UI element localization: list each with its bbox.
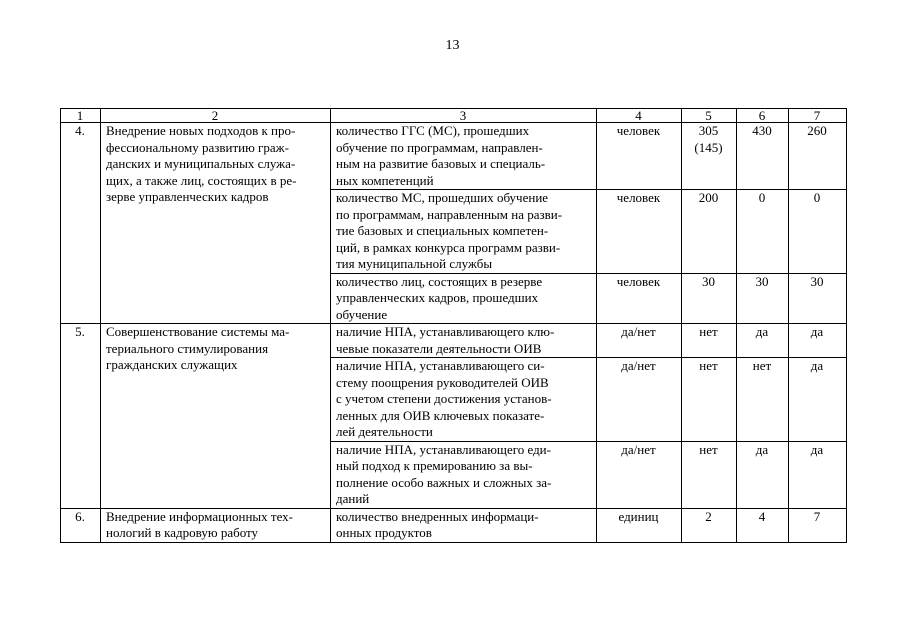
- indicator-cell: [331, 190, 597, 274]
- row-number: 5.: [61, 324, 101, 509]
- value-cell: 2: [682, 508, 737, 542]
- measure-cell: [101, 123, 331, 324]
- unit-cell: человек: [597, 273, 682, 324]
- indicators-table: [60, 108, 847, 543]
- indicator-cell: [331, 508, 597, 542]
- row-number: 6.: [61, 508, 101, 542]
- value-cell: [682, 123, 737, 190]
- indicator-text: количество лиц, состоящих в резерве управленческих кадров, прошедших обучение: [336, 273, 543, 322]
- unit-cell: человек: [597, 123, 682, 190]
- value-cell: нет: [682, 358, 737, 442]
- unit-cell: да/нет: [597, 358, 682, 442]
- value-cell: 0: [789, 190, 847, 274]
- value-cell: 200: [682, 190, 737, 274]
- table-header-row: [61, 109, 847, 123]
- value-cell: 4: [737, 508, 789, 542]
- value-cell: 7: [789, 508, 847, 542]
- measure-text: Внедрение информационных тех- нологий в кадровую работу: [106, 508, 294, 540]
- header-cell: 5: [682, 109, 737, 123]
- measure-text: Совершенствование системы ма- териального стимулирования гражданских служащих: [106, 324, 290, 372]
- value-cell: нет: [682, 324, 737, 358]
- indicator-cell: [331, 358, 597, 442]
- measure-text: Внедрение новых подходов к про- фессиональному развитию граж- данских и муниципальных служа- щих, а также лиц, состоящих в ре- зерве управленческих кадров: [106, 123, 297, 204]
- value-cell: 30: [737, 273, 789, 324]
- header-cell: 3: [331, 109, 597, 123]
- unit-cell: человек: [597, 190, 682, 274]
- table-row: [61, 508, 847, 542]
- indicator-text: наличие НПА, устанавливающего клю- чевые показатели деятельности ОИВ: [336, 324, 555, 356]
- value-cell: да: [737, 324, 789, 358]
- indicator-cell: [331, 273, 597, 324]
- indicator-text: наличие НПА, устанавливающего си- стему поощрения руководителей ОИВ с учетом степени достижения установ- ленных для ОИВ ключевых показате- лей деятельности: [336, 358, 552, 439]
- value-cell: 0: [737, 190, 789, 274]
- header-cell: 2: [101, 109, 331, 123]
- value-cell: да: [789, 441, 847, 508]
- value-cell: да: [789, 324, 847, 358]
- table-row: [61, 324, 847, 358]
- header-cell: 1: [61, 109, 101, 123]
- indicator-text: количество ГГС (МС), прошедших обучение по программам, направлен- ным на развитие базовых и специаль- ных компетенций: [336, 123, 546, 188]
- value-cell: нет: [682, 441, 737, 508]
- indicator-text: количество внедренных информаци- онных продуктов: [336, 508, 539, 540]
- header-cell: 4: [597, 109, 682, 123]
- value-cell: да: [737, 441, 789, 508]
- unit-cell: единиц: [597, 508, 682, 542]
- measure-cell: [101, 508, 331, 542]
- value-cell: 260: [789, 123, 847, 190]
- value-cell: 30: [682, 273, 737, 324]
- header-cell: 6: [737, 109, 789, 123]
- measure-cell: [101, 324, 331, 509]
- unit-cell: да/нет: [597, 441, 682, 508]
- indicator-text: наличие НПА, устанавливающего еди- ный подход к премированию за вы- полнение особо важных и сложных за- даний: [336, 441, 552, 506]
- value-text: 305 (145): [694, 123, 723, 155]
- header-cell: 7: [789, 109, 847, 123]
- indicator-cell: [331, 441, 597, 508]
- value-cell: 30: [789, 273, 847, 324]
- indicator-cell: [331, 123, 597, 190]
- indicator-text: количество МС, прошедших обучение по программам, направленным на разви- тие базовых и специальных компетен- ций, в рамках конкурса программ разви- тия муниципальной службы: [336, 190, 563, 271]
- indicator-cell: [331, 324, 597, 358]
- value-cell: 430: [737, 123, 789, 190]
- value-cell: да: [789, 358, 847, 442]
- row-number: 4.: [61, 123, 101, 324]
- unit-cell: да/нет: [597, 324, 682, 358]
- table-row: [61, 123, 847, 190]
- page-number: 13: [445, 38, 460, 53]
- value-cell: нет: [737, 358, 789, 442]
